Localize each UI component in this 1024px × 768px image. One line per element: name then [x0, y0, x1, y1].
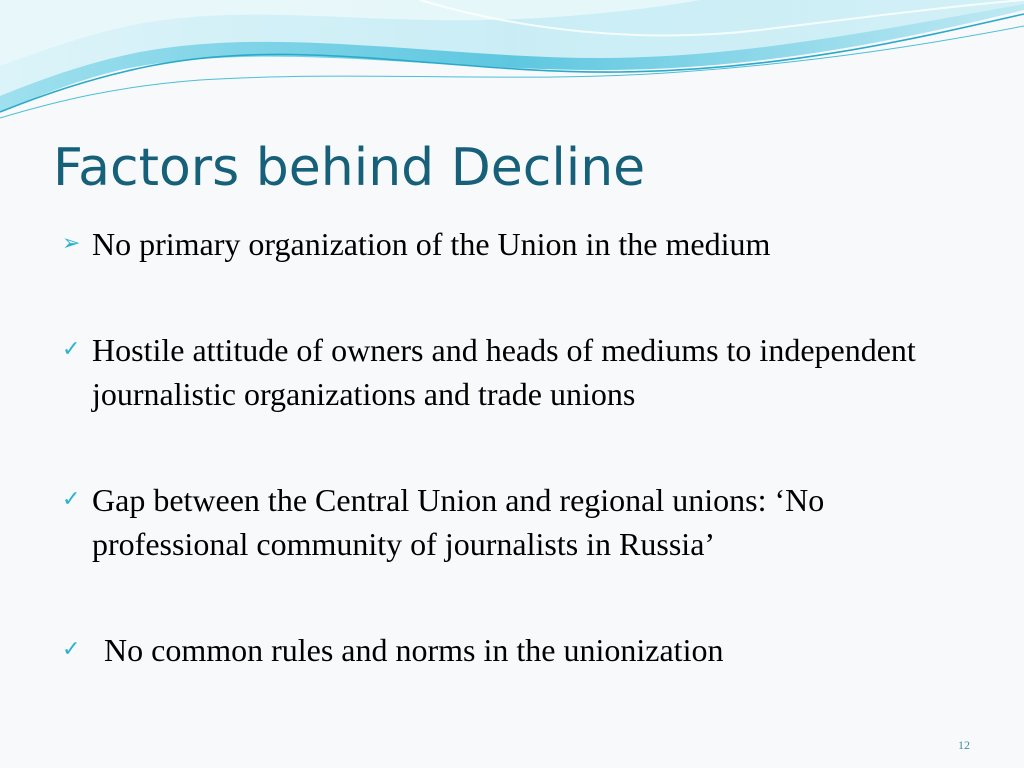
arrow-bullet-icon: ➢ — [62, 231, 81, 256]
bullet-text: Gap between the Central Union and regional unions: ‘No professional community of journalists in Russia’ — [92, 482, 825, 562]
page-number: 12 — [958, 738, 970, 752]
bullet-item — [60, 328, 980, 416]
bullet-item — [60, 628, 980, 672]
bullet-item — [60, 222, 980, 266]
checkmark-bullet-icon: ✓ — [62, 337, 81, 362]
bullet-text: Hostile attitude of owners and heads of mediums to independent journalistic organizations and trade unions — [92, 332, 916, 412]
checkmark-bullet-icon: ✓ — [62, 637, 81, 662]
wave-header-decoration — [0, 0, 1024, 130]
bullet-text: No common rules and norms in the unionization — [104, 632, 724, 668]
checkmark-bullet-icon: ✓ — [62, 487, 81, 512]
bullet-list — [60, 222, 980, 672]
bullet-item — [60, 478, 980, 566]
bullet-text: No primary organization of the Union in the medium — [92, 226, 771, 262]
slide-title: Factors behind Decline — [53, 138, 646, 198]
